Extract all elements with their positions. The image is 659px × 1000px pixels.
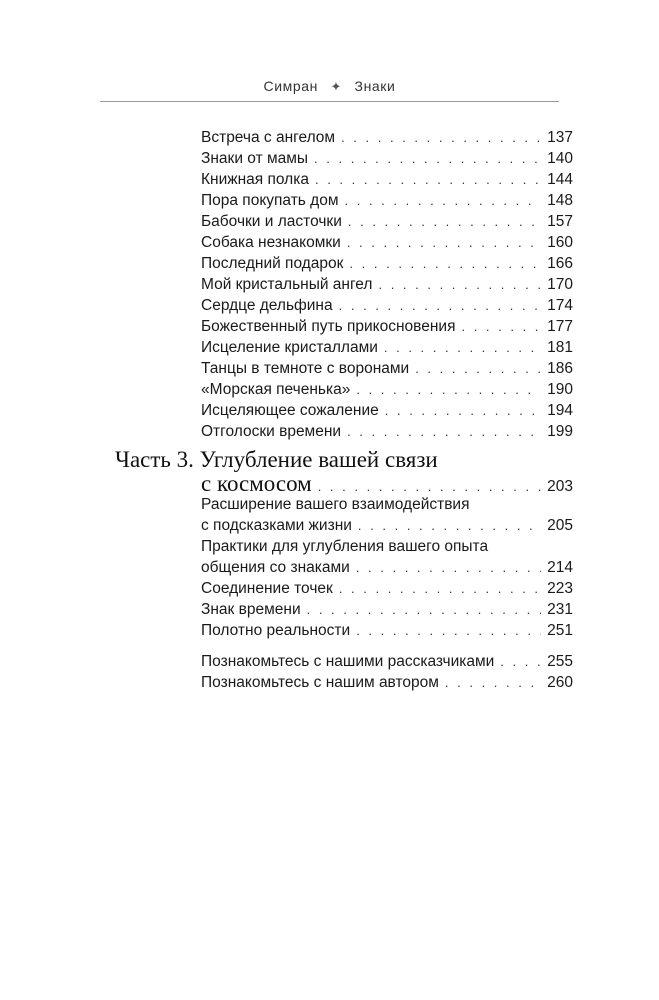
toc-entry-page: 251 xyxy=(547,622,573,639)
toc-entry-title: Встреча с ангелом xyxy=(201,129,336,146)
leader-dots xyxy=(307,599,542,620)
toc-entry-title: Расширение вашего взаимодействия xyxy=(201,496,470,513)
toc-entry[interactable] xyxy=(201,578,573,599)
leader-dots xyxy=(347,421,541,442)
toc-entry-title: Пора покупать дом xyxy=(201,192,339,209)
toc-entry[interactable] xyxy=(201,253,573,274)
toc-entry-page: 181 xyxy=(547,339,573,356)
toc-entry-title: Познакомьтесь с нашими рассказчиками xyxy=(201,653,495,670)
toc-list-part3 xyxy=(201,494,573,641)
leader-dots xyxy=(385,400,541,421)
toc-entry[interactable] xyxy=(201,358,573,379)
part3-page: 203 xyxy=(547,478,573,495)
toc-entry-title: Собака незнакомки xyxy=(201,234,341,251)
toc-entry[interactable] xyxy=(201,169,573,190)
leader-dots xyxy=(348,211,541,232)
leader-dots xyxy=(339,578,541,599)
toc-entry-first-line[interactable] xyxy=(201,494,573,515)
toc-entry-title: Соединение точек xyxy=(201,580,333,597)
toc-entry-title: Последний подарок xyxy=(201,255,344,272)
header-book-title: Знаки xyxy=(354,78,396,94)
toc-entry[interactable] xyxy=(201,232,573,253)
toc-entry-title: Знаки от мамы xyxy=(201,150,309,167)
toc-entry-page: 177 xyxy=(547,318,573,335)
toc-entry[interactable] xyxy=(201,400,573,421)
toc-entry-title: Знак времени xyxy=(201,601,301,618)
leader-dots xyxy=(339,295,542,316)
toc-entry-page: 170 xyxy=(547,276,573,293)
toc-entry[interactable] xyxy=(201,599,573,620)
toc-entry-title: Танцы в темноте с воронами xyxy=(201,360,410,377)
toc-entry-title: с подсказками жизни xyxy=(201,517,352,534)
toc-entry-page: 260 xyxy=(547,674,573,691)
leader-dots xyxy=(415,358,541,379)
toc-list-part2 xyxy=(201,127,573,442)
toc-entry-page: 174 xyxy=(547,297,573,314)
leader-dots xyxy=(445,672,541,693)
toc-entry-page: 255 xyxy=(547,653,573,670)
toc-entry-page: 144 xyxy=(547,171,573,188)
header-author: Симран xyxy=(263,78,319,94)
leader-dots xyxy=(384,337,541,358)
leader-dots xyxy=(314,148,541,169)
toc-entry-page: 137 xyxy=(547,129,573,146)
leader-dots xyxy=(378,274,541,295)
toc-entry-page: 194 xyxy=(547,402,573,419)
toc-entry-title: Божественный путь прикосновения xyxy=(201,318,456,335)
toc-entry-page: 186 xyxy=(547,360,573,377)
toc-list-endmatter xyxy=(201,651,573,693)
toc-entry[interactable] xyxy=(201,672,573,693)
toc-entry-page: 160 xyxy=(547,234,573,251)
toc-entry-title: Бабочки и ласточки xyxy=(201,213,342,230)
toc-entry[interactable] xyxy=(201,295,573,316)
toc-entry-title: Мой кристальный ангел xyxy=(201,276,373,293)
leader-dots xyxy=(349,253,541,274)
leader-dots xyxy=(347,232,541,253)
leader-dots xyxy=(356,379,541,400)
toc-entry-title: общения со знаками xyxy=(201,559,350,576)
toc-entry-page: 148 xyxy=(547,192,573,209)
toc-entry-title: Исцеляющее сожаление xyxy=(201,402,379,419)
leader-dots xyxy=(358,515,541,536)
leader-dots xyxy=(315,169,541,190)
toc-entry[interactable] xyxy=(201,127,573,148)
toc-entry-title: Практики для углубления вашего опыта xyxy=(201,538,489,555)
leader-dots xyxy=(341,127,541,148)
toc-entry-page: 205 xyxy=(547,517,573,534)
star-ornament-icon: ✦ xyxy=(330,79,343,94)
part3-heading[interactable]: Часть 3. Углубление вашей связи xyxy=(115,447,438,472)
toc-entry-title: Исцеление кристаллами xyxy=(201,339,378,356)
toc-entry-page: 223 xyxy=(547,580,573,597)
running-header xyxy=(0,78,659,95)
toc-entry-title: Полотно реальности xyxy=(201,622,351,639)
toc-entry-title: Сердце дельфина xyxy=(201,297,333,314)
toc-entry-page: 157 xyxy=(547,213,573,230)
toc-entry[interactable] xyxy=(201,421,573,442)
leader-dots xyxy=(345,190,542,211)
toc-entry-page: 199 xyxy=(547,423,573,440)
toc-entry-title: «Морская печенька» xyxy=(201,381,351,398)
toc-entry-title: Познакомьтесь с нашим автором xyxy=(201,674,439,691)
header-divider xyxy=(100,101,559,102)
toc-entry-first-line[interactable] xyxy=(201,536,573,557)
toc-entry[interactable] xyxy=(201,274,573,295)
toc-entry[interactable] xyxy=(201,620,573,641)
toc-entry-page: 166 xyxy=(547,255,573,272)
leader-dots xyxy=(318,479,541,494)
leader-dots xyxy=(356,557,541,578)
toc-entry[interactable] xyxy=(201,379,573,400)
toc-entry[interactable] xyxy=(201,515,573,536)
toc-entry-title: Отголоски времени xyxy=(201,423,342,440)
part3-heading-continuation[interactable] xyxy=(201,471,573,495)
toc-entry[interactable] xyxy=(201,557,573,578)
toc-entry[interactable] xyxy=(201,651,573,672)
toc-entry-page: 231 xyxy=(547,601,573,618)
toc-entry[interactable] xyxy=(201,316,573,337)
toc-entry[interactable] xyxy=(201,337,573,358)
toc-entry-page: 140 xyxy=(547,150,573,167)
toc-entry[interactable] xyxy=(201,148,573,169)
toc-entry[interactable] xyxy=(201,211,573,232)
toc-entry[interactable] xyxy=(201,190,573,211)
toc-entry-page: 190 xyxy=(547,381,573,398)
leader-dots xyxy=(500,651,541,672)
toc-entry-page: 214 xyxy=(547,559,573,576)
leader-dots xyxy=(461,316,541,337)
leader-dots xyxy=(356,620,541,641)
part3-heading-line2: с космосом xyxy=(201,471,312,496)
toc-entry-title: Книжная полка xyxy=(201,171,309,188)
